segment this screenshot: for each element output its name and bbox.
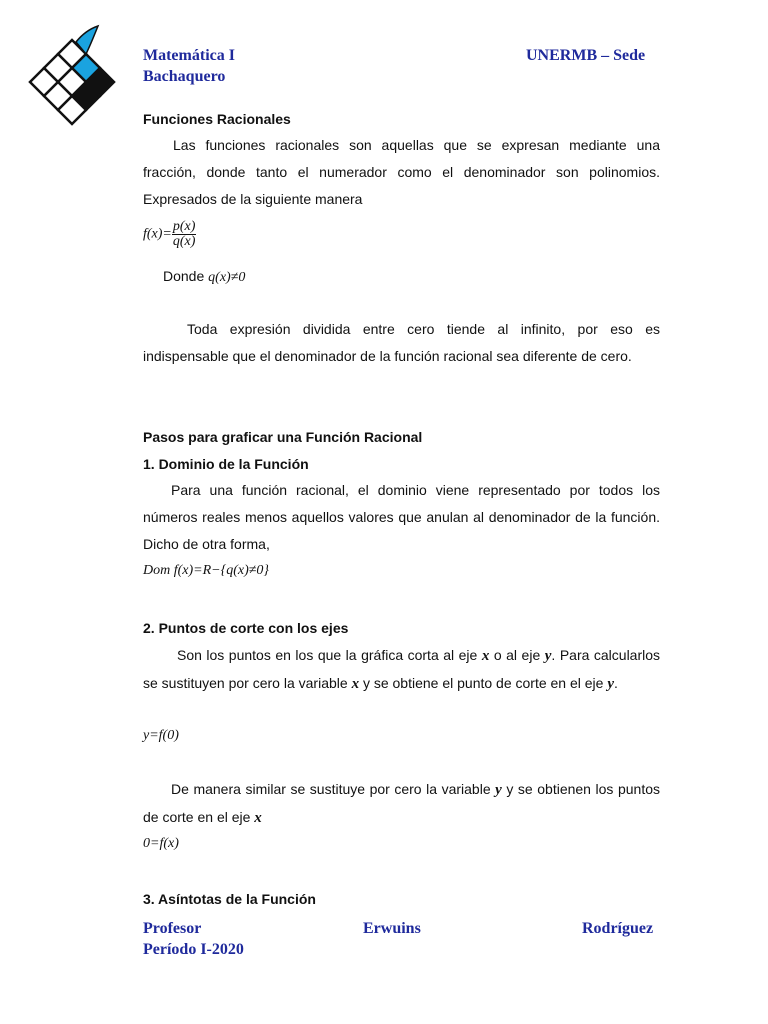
var-y: y — [607, 676, 615, 692]
step2-text-b: o al eje — [493, 647, 541, 663]
x-intercept-formula: 0=f(x) — [143, 836, 179, 851]
period-dot: . — [614, 675, 618, 691]
footer-last-name: Rodríguez — [582, 920, 654, 937]
section-title: Funciones Racionales — [143, 111, 291, 127]
var-x: x — [351, 676, 360, 692]
footer-first-name: Erwuins — [363, 920, 421, 937]
var-x: x — [481, 648, 490, 664]
intro-paragraph: Las funciones racionales son aquellas que se expresan mediante una fracción, donde tanto el numerador como el denominador son polinomios. Expresados de la siguiente manera — [143, 137, 660, 207]
formula-lhs: f(x)= — [143, 226, 172, 242]
var-y: y — [495, 782, 502, 798]
step2-text-f: y se obtienen los puntos de corte en el eje — [143, 781, 660, 825]
step2-text-e: De manera similar se sustituye por cero la variable — [171, 781, 491, 797]
university-logo — [28, 22, 122, 134]
course-title: Matemática I — [143, 47, 235, 64]
rational-function-formula — [143, 220, 196, 249]
donde-label: Donde — [163, 268, 205, 284]
step2-text-c: . Para calcularlos se sustituyen por cero la variable — [143, 647, 661, 691]
step2-text-d: y se obtiene el punto de corte en el eje — [362, 675, 604, 691]
domain-formula: Dom f(x)=R−{q(x)≠0} — [143, 563, 270, 578]
campus-name: Bachaquero — [143, 68, 226, 85]
step3-title: 3. Asíntotas de la Función — [143, 891, 316, 907]
step2-paragraph-2 — [143, 776, 660, 832]
donde-line — [163, 268, 245, 286]
formula-fraction — [172, 220, 197, 249]
step1-paragraph: Para una función racional, el dominio viene representado por todos los números reales menos aquellos valores que anulan al denominador de la función. Dicho de otra forma, — [143, 482, 660, 552]
y-intercept-formula: y=f(0) — [143, 728, 179, 743]
infinity-paragraph: Toda expresión dividida entre cero tiende al infinito, por eso es indispensable que el denominador de la función racional sea diferente de cero. — [143, 321, 660, 364]
university-name: UNERMB – Sede — [526, 47, 646, 64]
donde-condition: q(x)≠0 — [208, 270, 246, 285]
step2-paragraph-1 — [143, 642, 660, 698]
footer-profesor: Profesor — [143, 920, 202, 937]
var-x: x — [254, 810, 262, 826]
footer-period: Período I-2020 — [143, 941, 244, 958]
step1-title: 1. Dominio de la Función — [143, 456, 309, 472]
step2-title: 2. Puntos de corte con los ejes — [143, 620, 349, 636]
formula-numerator: p(x) — [172, 219, 196, 234]
step2-text-a: Son los puntos en los que la gráfica corta al eje — [177, 647, 478, 663]
formula-denominator: q(x) — [172, 234, 196, 249]
var-y: y — [544, 648, 552, 664]
steps-title: Pasos para graficar una Función Racional — [143, 429, 423, 445]
